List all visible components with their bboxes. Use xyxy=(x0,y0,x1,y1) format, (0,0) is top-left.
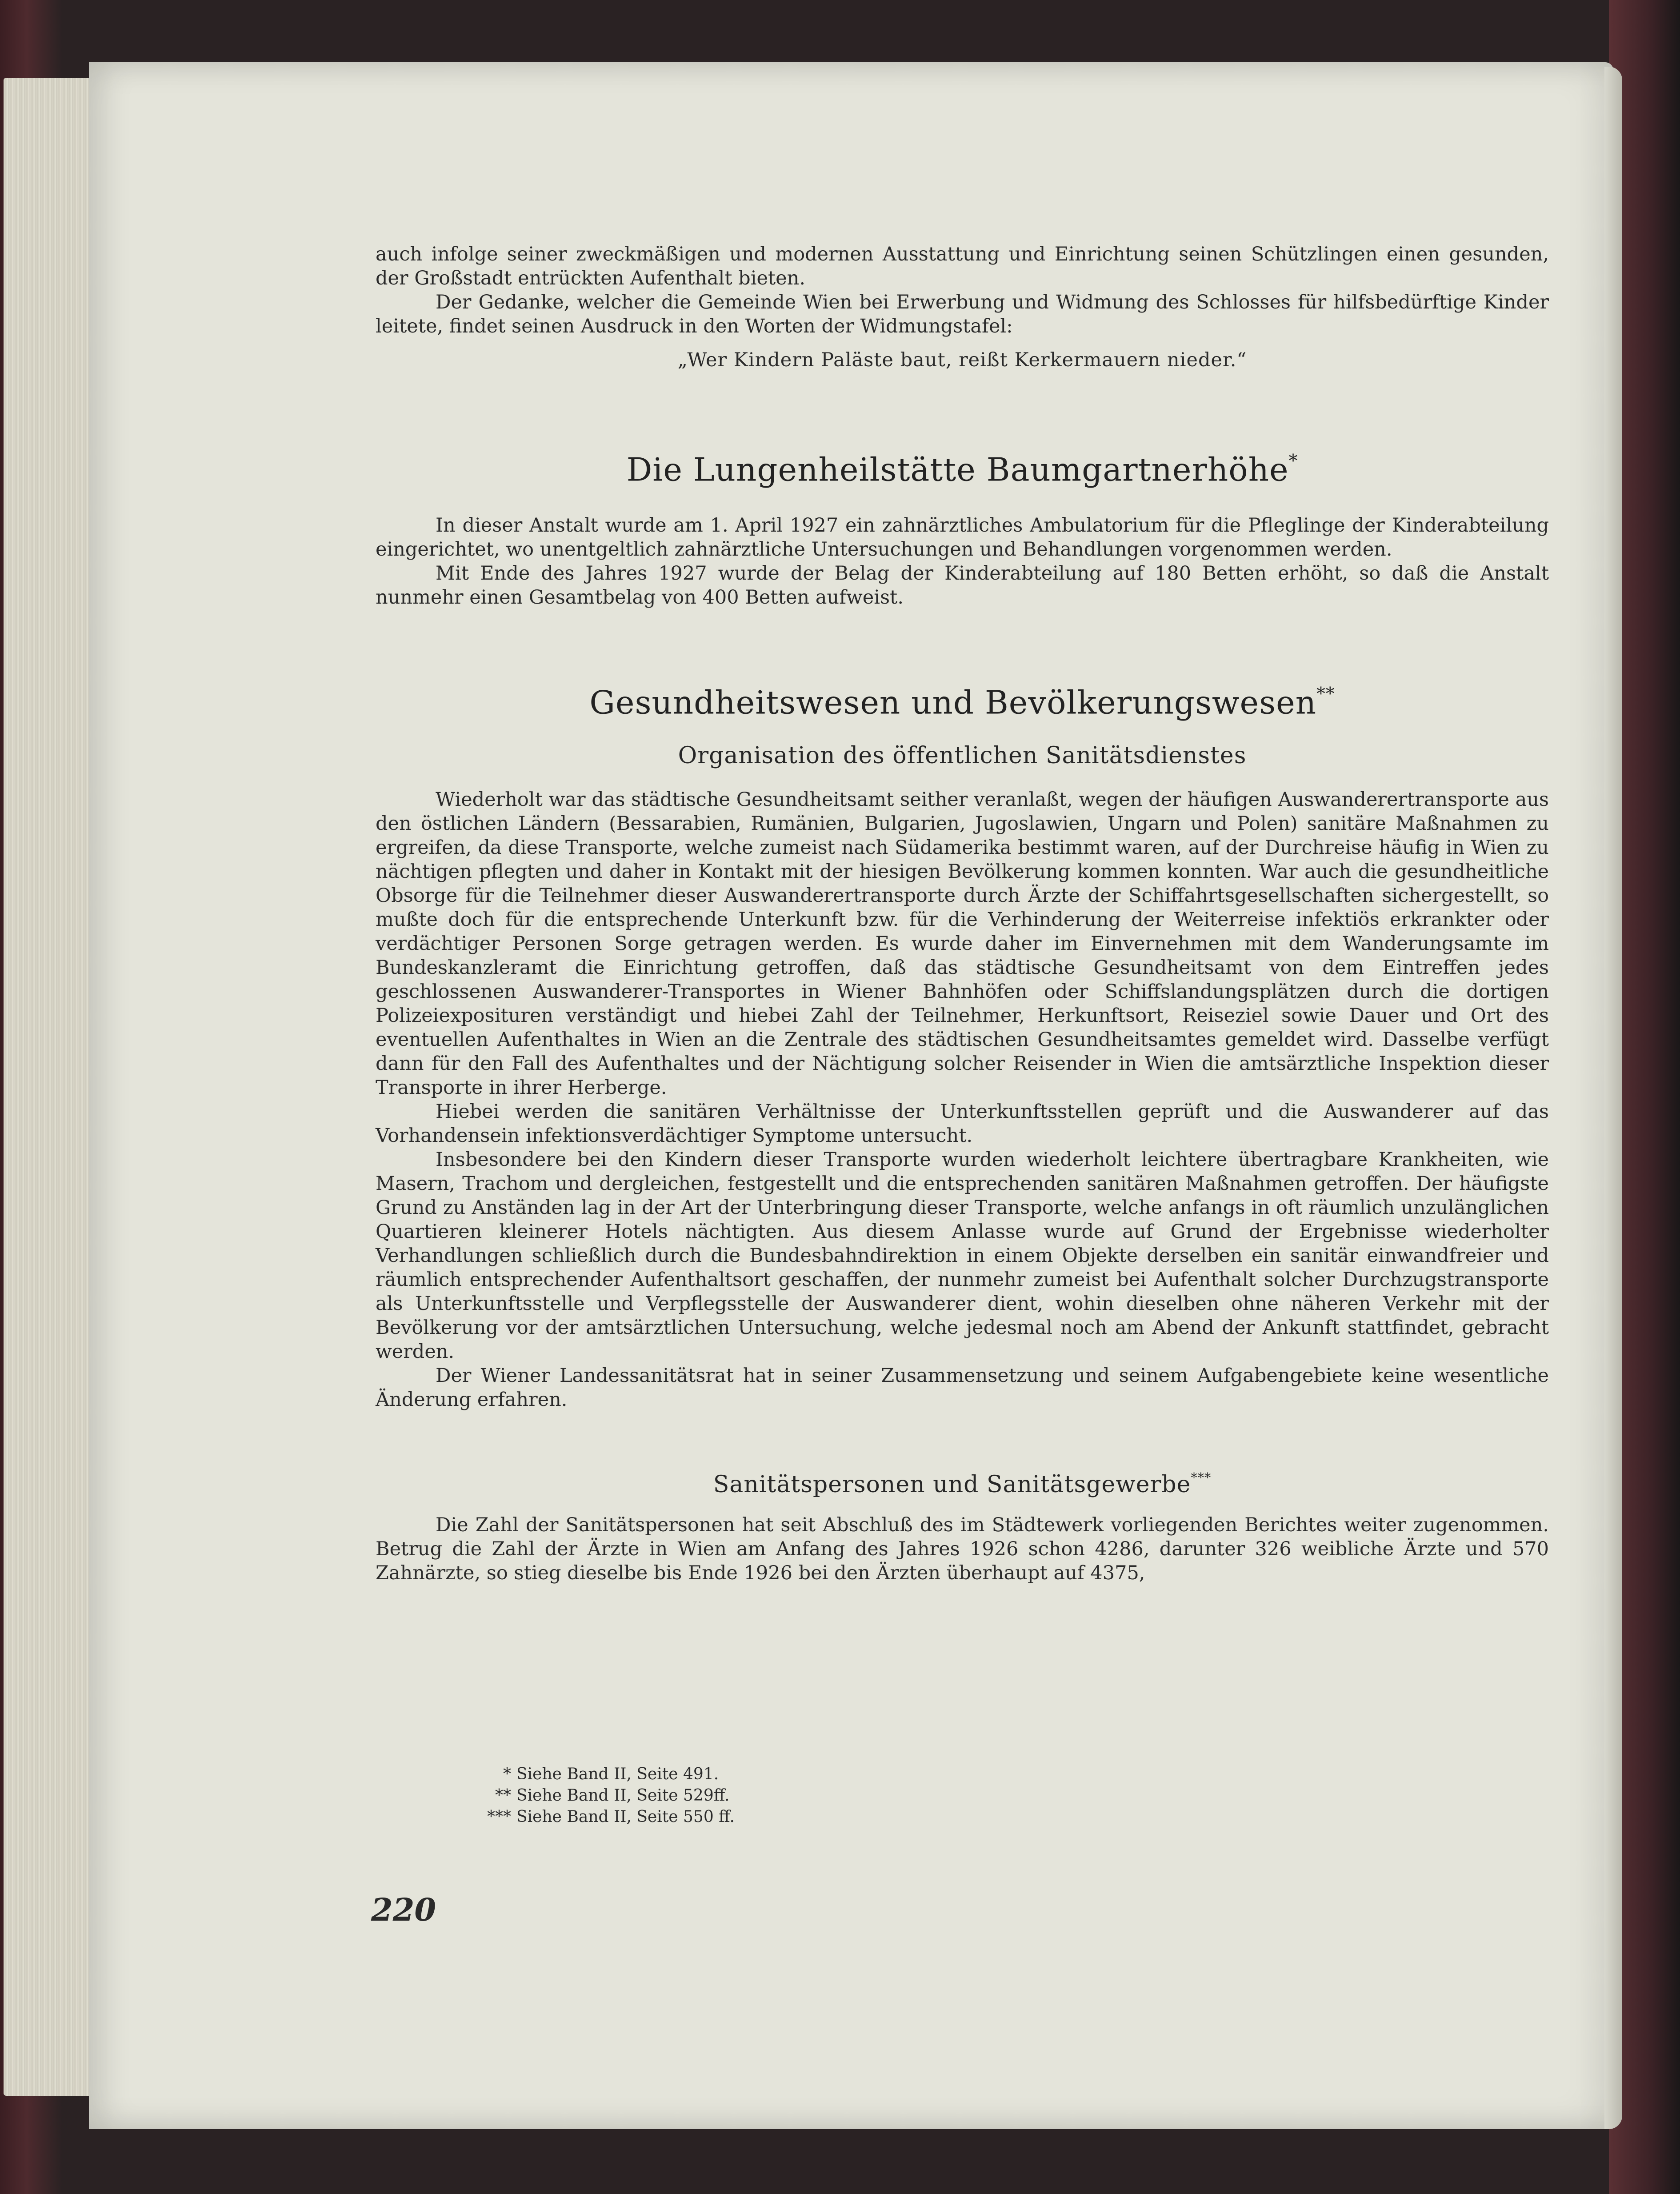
footnote-mark: ** xyxy=(495,1786,511,1805)
footnote xyxy=(480,1785,1013,1806)
body-paragraph: Wiederholt war das städtische Gesundheitsamt seither veranlaßt, wegen der häufigen Auswanderertransporte aus den östlichen Ländern (Bessarabien, Rumänien, Bulgarien, Jugoslawien, Ungarn und Polen) sanitäre Maßnahmen zu ergreifen, da diese Transporte, welche zumeist nach Südamerika bestimmt waren, auf der Durchreise häufig in Wien zu nächtigen pflegten und daher in Kontakt mit der hiesigen Bevölkerung kommen konnten. War auch die gesundheitliche Obsorge für die Teilnehmer dieser Auswanderertransporte durch Ärzte der Schiffahrtsgesellschaften sichergestellt, so mußte doch für die entsprechende Unterkunft bzw. für die Verhinderung der Weiterreise infektiös erkrankter oder verdächtiger Personen Sorge getragen werden. Es wurde daher im Einvernehmen mit dem Wanderungsamte im Bundeskanzleramt die Einrichtung getroffen, daß das städtische Gesundheitsamt von dem Eintreffen jedes geschlossenen Auswanderer-Transportes in Wiener Bahnhöfen oder Schiffslandungsplätzen durch die dortigen Polizeiexposituren verständigt und hiebei Zahl der Teilnehmer, Herkunftsort, Reiseziel sowie Dauer und Ort des eventuellen Aufenthaltes in Wien an die Zentrale des städtischen Gesundheitsamtes gemeldet wird. Dasselbe verfügt dann für den Fall des Aufenthaltes und der Nächtigung solcher Reisender in Wien die amtsärztliche Inspektion dieser Transporte in ihrer Herberge. xyxy=(376,789,1549,1099)
intro-paragraph-1: auch infolge seiner zweckmäßigen und modernen Ausstattung und Einrichtung seinen Schützlingen einen gesunden, der Großstadt entrückten Aufenthalt bieten. xyxy=(376,243,1549,289)
page-content xyxy=(376,242,1549,1585)
footnote xyxy=(480,1764,1013,1785)
footnote-text: Siehe Band II, Seite 529ff. xyxy=(516,1786,730,1805)
page-number: 220 xyxy=(371,1891,436,1928)
page-edge xyxy=(1604,67,1622,2129)
section-heading-text: Die Lungenheilstätte Baumgartnerhöhe xyxy=(626,451,1289,488)
footnote-text: Siehe Band II, Seite 550 ff. xyxy=(516,1808,735,1826)
footnote-marker: * xyxy=(1288,451,1298,471)
subsection-heading-sanitaetspersonen xyxy=(376,1464,1549,1498)
footnote-mark: *** xyxy=(487,1808,511,1826)
section-heading-gesundheitswesen xyxy=(376,676,1549,721)
body-paragraph: In dieser Anstalt wurde am 1. April 1927 ein zahnärztliches Ambulatorium für die Pfleglinge der Kinderabteilung eingerichtet, wo unentgeltlich zahnärztliche Untersuchungen und Behandlungen vorgenommen werden. xyxy=(376,514,1549,561)
footnotes xyxy=(480,1764,1013,1828)
subsection-heading-text: Sanitätspersonen und Sanitätsgewerbe xyxy=(713,1471,1191,1498)
body-paragraph: Der Wiener Landessanitätsrat hat in seiner Zusammensetzung und seinem Aufgabengebiete keine wesentliche Änderung erfahren. xyxy=(376,1365,1549,1411)
body-paragraph: Insbesondere bei den Kindern dieser Transporte wurden wiederholt leichtere übertragbare Krankheiten, wie Masern, Trachom und dergleichen, festgestellt und die entsprechenden sanitären Maßnahmen getroffen. Der häufigste Grund zu Anständen lag in der Art der Unterbringung dieser Transporte, welche anfangs in oft räumlich unzulänglichen Quartieren kleinerer Hotels nächtigten. Aus diesem Anlasse wurde auf Grund der Ergebnisse wiederholter Verhandlungen schließlich durch die Bundesbahndirektion in einem Objekte derselben ein sanitär einwandfreier und räumlich entsprechender Aufenthaltsort geschaffen, der nunmehr zumeist bei Aufenthalt solcher Durchzugstransporte als Unterkunftsstelle und Verpflegsstelle der Auswanderer dient, wohin dieselben ohne näheren Verkehr mit der Bevölkerung vor der amtsärztlichen Untersuchung, welche jedesmal noch am Abend der Ankunft stattfindet, gebracht werden. xyxy=(376,1149,1549,1363)
body-paragraph: Mit Ende des Jahres 1927 wurde der Belag der Kinderabteilung auf 180 Betten erhöht, so daß die Anstalt nunmehr einen Gesamtbelag von 400 Betten aufweist. xyxy=(376,562,1549,609)
dedication-quote: „Wer Kindern Paläste baut, reißt Kerkermauern nieder.“ xyxy=(677,349,1247,371)
section-heading-text: Gesundheitswesen und Bevölkerungswesen xyxy=(589,684,1317,721)
footnote-marker: *** xyxy=(1191,1470,1212,1485)
body-paragraph: Hiebei werden die sanitären Verhältnisse der Unterkunftsstellen geprüft und die Auswanderer auf das Vorhandensein infektionsverdächtiger Symptome untersucht. xyxy=(376,1101,1549,1147)
section-heading-lungenheilstaette xyxy=(376,443,1549,488)
footnote xyxy=(480,1806,1013,1828)
intro-paragraph-2: Der Gedanke, welcher die Gemeinde Wien bei Erwerbung und Widmung des Schlosses für hilfsbedürftige Kinder leitete, findet seinen Ausdruck in den Worten der Widmungstafel: xyxy=(376,291,1549,337)
body-paragraph: Die Zahl der Sanitätspersonen hat seit Abschluß des im Städtewerk vorliegenden Berichtes weiter zugenommen. Betrug die Zahl der Ärzte in Wien am Anfang des Jahres 1926 schon 4286, darunter 326 weibliche Ärzte und 570 Zahnärzte, so stieg dieselbe bis Ende 1926 bei den Ärzten überhaupt auf 4375, xyxy=(376,1514,1549,1585)
footnote-text: Siehe Band II, Seite 491. xyxy=(516,1765,719,1783)
footnote-marker: ** xyxy=(1316,683,1335,704)
subsection-heading-organisation: Organisation des öffentlichen Sanitätsdienstes xyxy=(678,742,1247,769)
footnote-mark: * xyxy=(503,1765,511,1783)
